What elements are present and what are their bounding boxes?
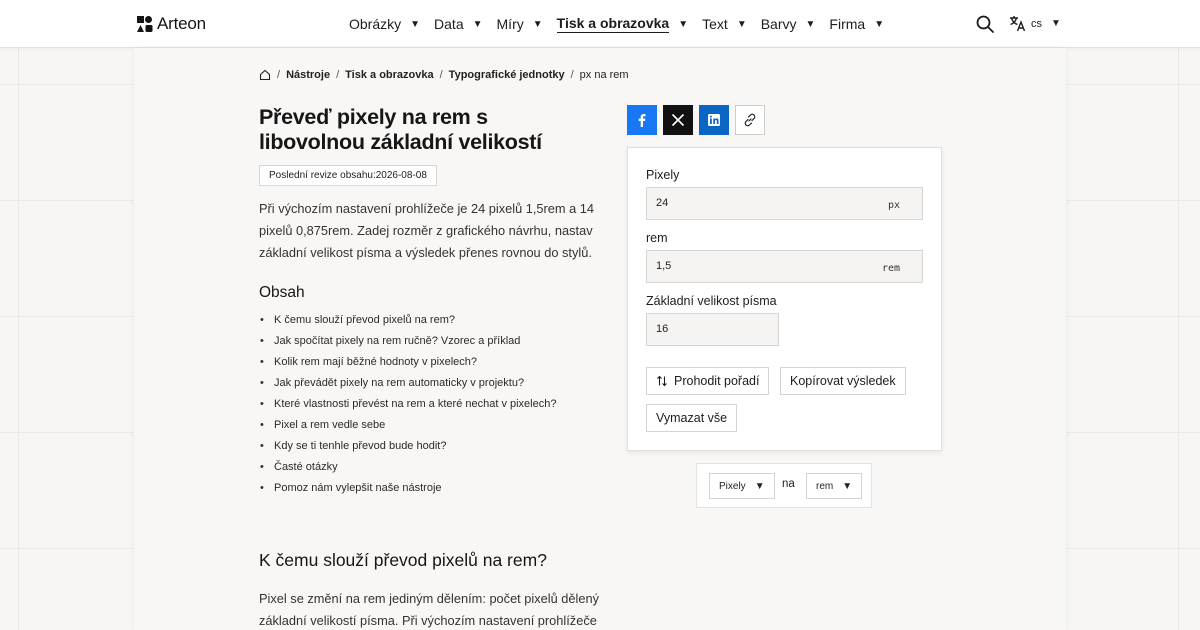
x-icon — [671, 113, 685, 127]
caret-down-icon: ▼ — [805, 18, 816, 30]
pixels-label: Pixely — [646, 168, 680, 182]
toc-link[interactable]: • K čemu slouží převod pixelů na rem? — [259, 310, 604, 331]
base-size-value: 16 — [656, 323, 669, 335]
language-code: cs — [1031, 17, 1042, 30]
intro-paragraph: Při výchozím nastavení prohlížeče je 24 pixelů 1,5rem a 14 pixelů 0,875rem. Zadej rozměr z grafického návrhu, nastav základní velikost písma a výsledek přenes rovnou do stylů. — [259, 201, 595, 260]
nav-item-miry[interactable] — [497, 15, 543, 33]
rem-value: 1,5 — [656, 260, 672, 272]
nav-item-barvy[interactable] — [761, 15, 816, 33]
swap-arrows-icon — [656, 375, 668, 387]
pixels-input[interactable] — [646, 187, 923, 220]
revision-badge: Poslední revize obsahu:2026-08-08 — [259, 165, 437, 186]
translate-icon — [1009, 15, 1026, 32]
breadcrumb-separator: / — [336, 69, 340, 81]
to-unit-value: rem — [816, 480, 834, 492]
share-x-button[interactable] — [663, 105, 693, 135]
rem-unit: rem — [881, 263, 900, 274]
search-button[interactable] — [975, 14, 995, 34]
swap-order-button[interactable] — [646, 367, 769, 395]
home-icon — [259, 69, 271, 81]
unit-connector: na — [782, 478, 795, 490]
toc-link[interactable]: • Pomoz nám vylepšit naše nástroje — [259, 478, 604, 499]
toc-heading: Obsah — [259, 284, 305, 301]
caret-down-icon: ▼ — [736, 18, 747, 30]
breadcrumb-home[interactable] — [259, 69, 271, 81]
nav-item-text[interactable] — [702, 15, 747, 33]
caret-down-icon: ▼ — [532, 18, 543, 30]
nav-item-firma[interactable] — [829, 15, 884, 33]
caret-down-icon: ▼ — [678, 18, 689, 30]
toc-link[interactable]: • Časté otázky — [259, 457, 604, 478]
share-linkedin-button[interactable] — [699, 105, 729, 135]
base-size-input[interactable] — [646, 313, 779, 346]
toc-link[interactable]: • Které vlastnosti převést na rem a které nechat v pixelech? — [259, 394, 604, 415]
nav-item-label: Tisk a obrazovka — [556, 15, 670, 31]
base-size-label: Základní velikost písma — [646, 294, 777, 308]
toc-link[interactable]: • Jak spočítat pixely na rem ručně? Vzorec a příklad — [259, 331, 604, 352]
breadcrumb-item-typograficke[interactable]: Typografické jednotky — [448, 69, 565, 81]
caret-down-icon: ▼ — [410, 18, 421, 30]
share-bar — [627, 105, 765, 135]
rem-label: rem — [646, 231, 668, 245]
nav-item-label: Míry — [496, 16, 524, 32]
language-switcher[interactable] — [1009, 15, 1061, 32]
from-unit-value: Pixely — [719, 480, 746, 492]
rem-input[interactable] — [646, 250, 923, 283]
clear-all-button[interactable]: Vymazat vše — [646, 404, 737, 432]
copy-result-button[interactable]: Kopírovat výsledek — [780, 367, 906, 395]
nav-item-label: Firma — [829, 16, 866, 32]
from-unit-select[interactable] — [709, 473, 775, 499]
nav-item-obrazky[interactable] — [349, 15, 420, 33]
nav-item-label: Data — [434, 16, 464, 32]
breadcrumb-item-tisk[interactable]: Tisk a obrazovka — [345, 69, 434, 81]
search-icon — [975, 14, 995, 34]
toc-link[interactable]: • Kolik rem mají běžné hodnoty v pixelech? — [259, 352, 604, 373]
caret-down-icon: ▼ — [472, 18, 483, 30]
breadcrumb — [259, 69, 629, 81]
share-facebook-button[interactable] — [627, 105, 657, 135]
swap-order-label: Prohodit pořadí — [674, 374, 760, 388]
section-heading: K čemu slouží převod pixelů na rem? — [259, 550, 547, 570]
facebook-icon — [635, 113, 649, 127]
caret-down-icon: ▼ — [1051, 18, 1061, 29]
caret-down-icon: ▼ — [874, 18, 885, 30]
linkedin-icon — [707, 113, 721, 127]
brand-logo[interactable] — [137, 14, 206, 34]
unit-selector — [696, 463, 872, 508]
table-of-contents — [259, 310, 604, 499]
nav-item-label: Barvy — [760, 16, 797, 32]
page-title: Převeď pixely na rem s libovolnou základní velikostí — [259, 105, 542, 154]
arteon-logo-icon — [137, 16, 153, 32]
toc-link[interactable]: • Jak převádět pixely na rem automaticky v projektu? — [259, 373, 604, 394]
brand-name: Arteon — [157, 14, 206, 33]
pixels-unit: px — [887, 200, 900, 211]
nav-item-tisk-a-obrazovka[interactable] — [557, 15, 688, 33]
caret-down-icon: ▼ — [842, 480, 853, 492]
toc-link[interactable]: • Pixel a rem vedle sebe — [259, 415, 604, 436]
pixels-value: 24 — [656, 197, 669, 209]
content-area — [134, 48, 1066, 630]
breadcrumb-item-current: px na rem — [579, 69, 629, 81]
nav-item-label: Text — [702, 16, 728, 32]
top-navigation-bar — [0, 0, 1200, 48]
main-nav — [349, 15, 898, 33]
copy-link-button[interactable] — [735, 105, 765, 135]
nav-item-data[interactable] — [434, 15, 482, 33]
breadcrumb-item-nastroje[interactable]: Nástroje — [286, 69, 331, 81]
section-paragraph: Pixel se změní na rem jediným dělením: počet pixelů dělený základní velikostí písma. Při výchozím nastavení prohlížeče — [259, 591, 599, 628]
caret-down-icon: ▼ — [754, 480, 765, 492]
nav-item-label: Obrázky — [349, 16, 402, 32]
toc-link[interactable]: • Kdy se ti tenhle převod bude hodit? — [259, 436, 604, 457]
breadcrumb-separator: / — [570, 69, 574, 81]
breadcrumb-separator: / — [439, 69, 443, 81]
link-icon — [743, 113, 757, 127]
breadcrumb-separator: / — [277, 69, 281, 81]
converter-panel — [627, 147, 942, 451]
to-unit-select[interactable] — [806, 473, 862, 499]
